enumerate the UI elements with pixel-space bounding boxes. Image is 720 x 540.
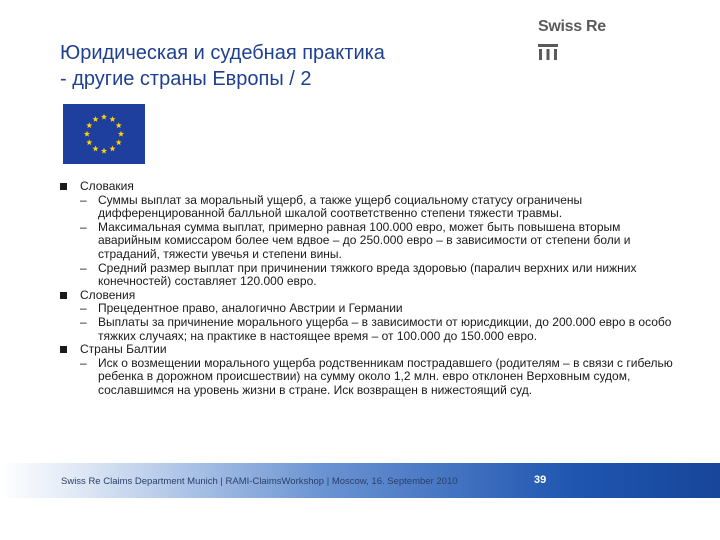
sub-item: – Прецедентное право, аналогично Австрии и Германии [80, 301, 403, 316]
swiss-re-logo [538, 18, 648, 78]
square-bullet-icon [60, 292, 67, 299]
bullet-label: Страны Балтии [80, 342, 167, 357]
bullet-label: Словакия [80, 179, 134, 193]
swiss-re-pillars-icon [538, 44, 558, 60]
slide-title [60, 40, 490, 92]
square-bullet-icon [60, 346, 67, 353]
sub-item: – Суммы выплат за моральный ущерб, а также ущерб социальному статусу ограничены дифференцированной балльной шкалой соответственно степени тяжести травмы. [80, 192, 583, 221]
bullet-baltic-states [60, 343, 685, 357]
footer-text: Swiss Re Claims Department Munich | RAMI-ClaimsWorkshop | Moscow, 16. September 2010 [61, 476, 458, 487]
bullet-slovenia [60, 289, 685, 303]
title-line-2: - другие страны Европы / 2 [60, 68, 312, 90]
sub-item: – Средний размер выплат при причинении тяжкого вреда здоровью (паралич верхних или нижних конечностей) составляет 120.000 евро. [80, 260, 637, 289]
logo-text: Swiss Re [538, 18, 606, 35]
content-list [60, 180, 685, 398]
title-line-1: Юридическая и судебная практика [60, 42, 385, 64]
bullet-label: Словения [80, 287, 136, 302]
sub-item: – Выплаты за причинение морального ущерба – в зависимости от юрисдикции, до 200.000 евро в особо тяжких случаях; на практике в настоящее время – от 100.000 до 150.000 евро. [80, 314, 672, 343]
page-number: 39 [534, 474, 547, 486]
eu-flag-icon [63, 104, 145, 164]
square-bullet-icon [60, 183, 67, 190]
sub-item: – Иск о возмещении морального ущерба родственникам пострадавшего (родителям – в связи с гибелью ребенка в дорожном происшествии) на сумму около 1,2 млн. евро отклонен Верховным судом, сославшимся на уровень жизни в стране. Иск возвращен в нижестоящий суд. [80, 355, 673, 397]
bullet-slovakia [60, 180, 685, 194]
sub-item: – Максимальная сумма выплат, примерно равная 100.000 евро, может быть повышена вторым аварийным комиссаром более чем вдвое – до 250.000 евро – в зависимости от степени боли и страданий, тяжести увечья и степени вины. [80, 219, 631, 261]
